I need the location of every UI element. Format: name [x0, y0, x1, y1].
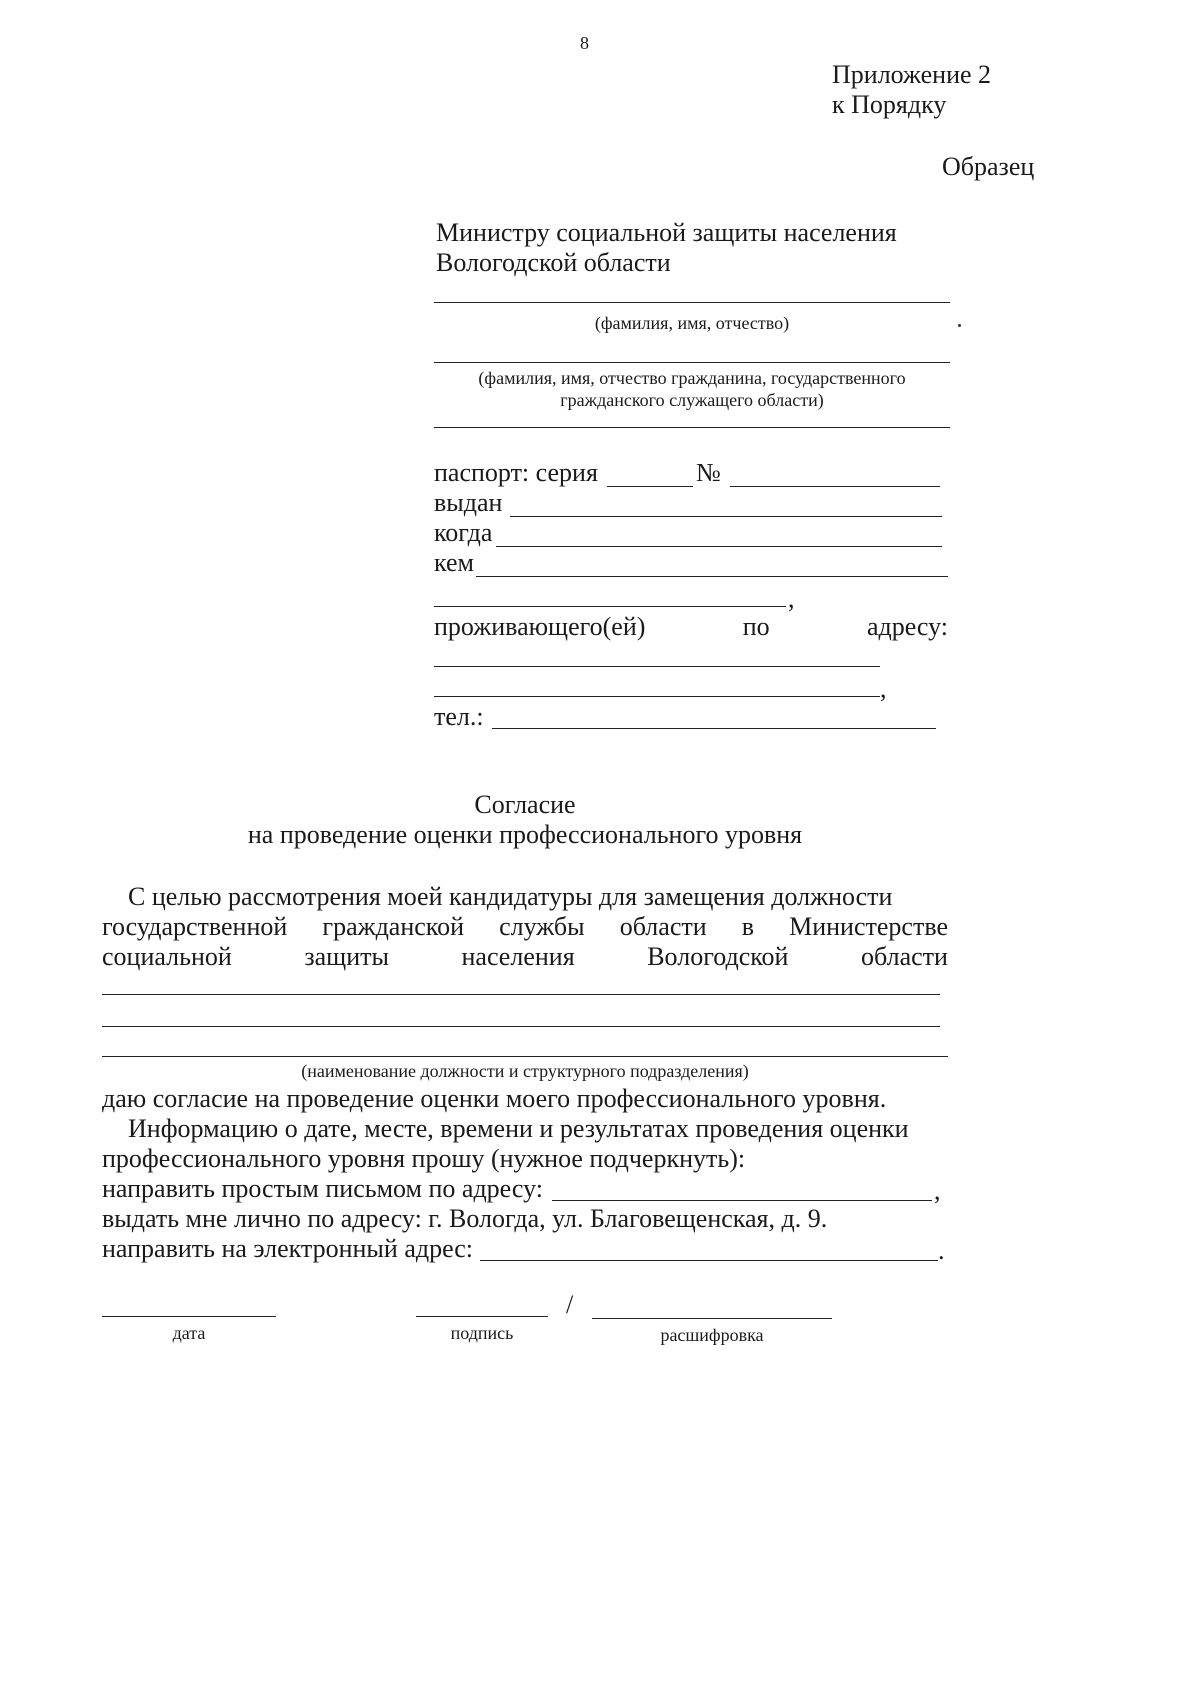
- sample-label: Образец: [942, 152, 1035, 181]
- signature-field[interactable]: [416, 1316, 548, 1317]
- issuer-comma: ,: [788, 584, 795, 613]
- issued-label: выдан: [434, 488, 503, 517]
- email-field[interactable]: [480, 1260, 938, 1261]
- passport-number-label: №: [696, 458, 721, 487]
- when-label: когда: [434, 518, 493, 547]
- para1-word: службы: [499, 912, 585, 941]
- para1-word: в: [741, 912, 755, 941]
- page-number: 8: [580, 33, 589, 53]
- applicant-caption-1: (фамилия, имя, отчество гражданина, государственного: [478, 368, 906, 388]
- signature-caption: подпись: [450, 1323, 514, 1343]
- passport-series-field[interactable]: [607, 486, 693, 487]
- applicant-extra-line[interactable]: [434, 427, 950, 428]
- passport-number-field[interactable]: [730, 486, 940, 487]
- para1-word: государственной: [102, 912, 288, 941]
- appendix-line-1: Приложение 2: [832, 60, 992, 89]
- para2-line-2: профессионального уровня прошу (нужное подчеркнуть):: [102, 1144, 746, 1173]
- document-title: Согласие: [474, 790, 576, 819]
- decoding-field[interactable]: [592, 1318, 832, 1319]
- option-email[interactable]: направить на электронный адрес:: [102, 1234, 474, 1263]
- signature-slash: /: [566, 1290, 574, 1319]
- para1-word: Вологодской: [647, 942, 789, 971]
- residing-word-1: проживающего(ей): [434, 612, 646, 641]
- para1-word: защиты: [304, 942, 389, 971]
- position-field-2[interactable]: [102, 1026, 940, 1027]
- para1-line-3: [102, 942, 948, 972]
- residing-word-2: по: [742, 612, 770, 641]
- consent-line: даю согласие на проведение оценки моего профессионального уровня.: [102, 1084, 887, 1113]
- date-caption: дата: [172, 1323, 206, 1343]
- para1-word: гражданской: [322, 912, 465, 941]
- mail-address-field[interactable]: [552, 1200, 932, 1201]
- address-field-2[interactable]: [434, 696, 880, 697]
- email-period: .: [938, 1236, 945, 1265]
- issued-field[interactable]: [510, 516, 942, 517]
- document-subtitle: на проведение оценки профессионального уровня: [247, 820, 803, 849]
- passport-series-label: паспорт: серия: [434, 458, 598, 487]
- residing-row: [434, 612, 948, 642]
- decoding-caption: расшифровка: [660, 1325, 764, 1345]
- applicant-name-line[interactable]: [434, 362, 950, 363]
- para1-word: Министерстве: [789, 912, 948, 941]
- addressee-line-2: Вологодской области: [436, 248, 671, 277]
- para1-word: области: [861, 942, 948, 971]
- date-field[interactable]: [102, 1316, 276, 1317]
- mail-comma: ,: [934, 1176, 941, 1205]
- by-whom-field[interactable]: [476, 576, 948, 577]
- position-field-1[interactable]: [102, 994, 940, 995]
- applicant-caption-2: гражданского служащего области): [560, 390, 824, 410]
- para1-word: населения: [461, 942, 575, 971]
- minister-name-line[interactable]: [434, 302, 950, 303]
- para1-line-1: С целью рассмотрения моей кандидатуры для замещения должности: [128, 882, 893, 911]
- by-whom-label: кем: [434, 548, 474, 577]
- when-field[interactable]: [496, 546, 942, 547]
- para2-line-1: Информацию о дате, месте, времени и результатах проведения оценки: [128, 1114, 909, 1143]
- appendix-line-2: к Порядку: [832, 90, 947, 119]
- fio-caption: (фамилия, имя, отчество): [594, 313, 790, 333]
- para1-word: социальной: [102, 942, 232, 971]
- option-mail[interactable]: направить простым письмом по адресу:: [102, 1174, 543, 1203]
- position-field-3[interactable]: [102, 1056, 948, 1057]
- para1-line-2: [102, 912, 948, 942]
- scan-speck: [958, 324, 961, 327]
- address-comma: ,: [880, 674, 887, 703]
- address-field-1[interactable]: [434, 666, 880, 667]
- addressee-line-1: Министру социальной защиты населения: [436, 218, 897, 247]
- option-personal[interactable]: выдать мне лично по адресу: г. Вологда, ул. Благовещенская, д. 9.: [102, 1204, 828, 1233]
- para1-word: области: [619, 912, 707, 941]
- residing-word-3: адресу:: [866, 612, 948, 641]
- position-caption: (наименование должности и структурного подразделения): [301, 1061, 749, 1081]
- issuer-extra-field[interactable]: [434, 606, 786, 607]
- phone-label: тел.:: [434, 702, 484, 731]
- phone-field[interactable]: [492, 728, 936, 729]
